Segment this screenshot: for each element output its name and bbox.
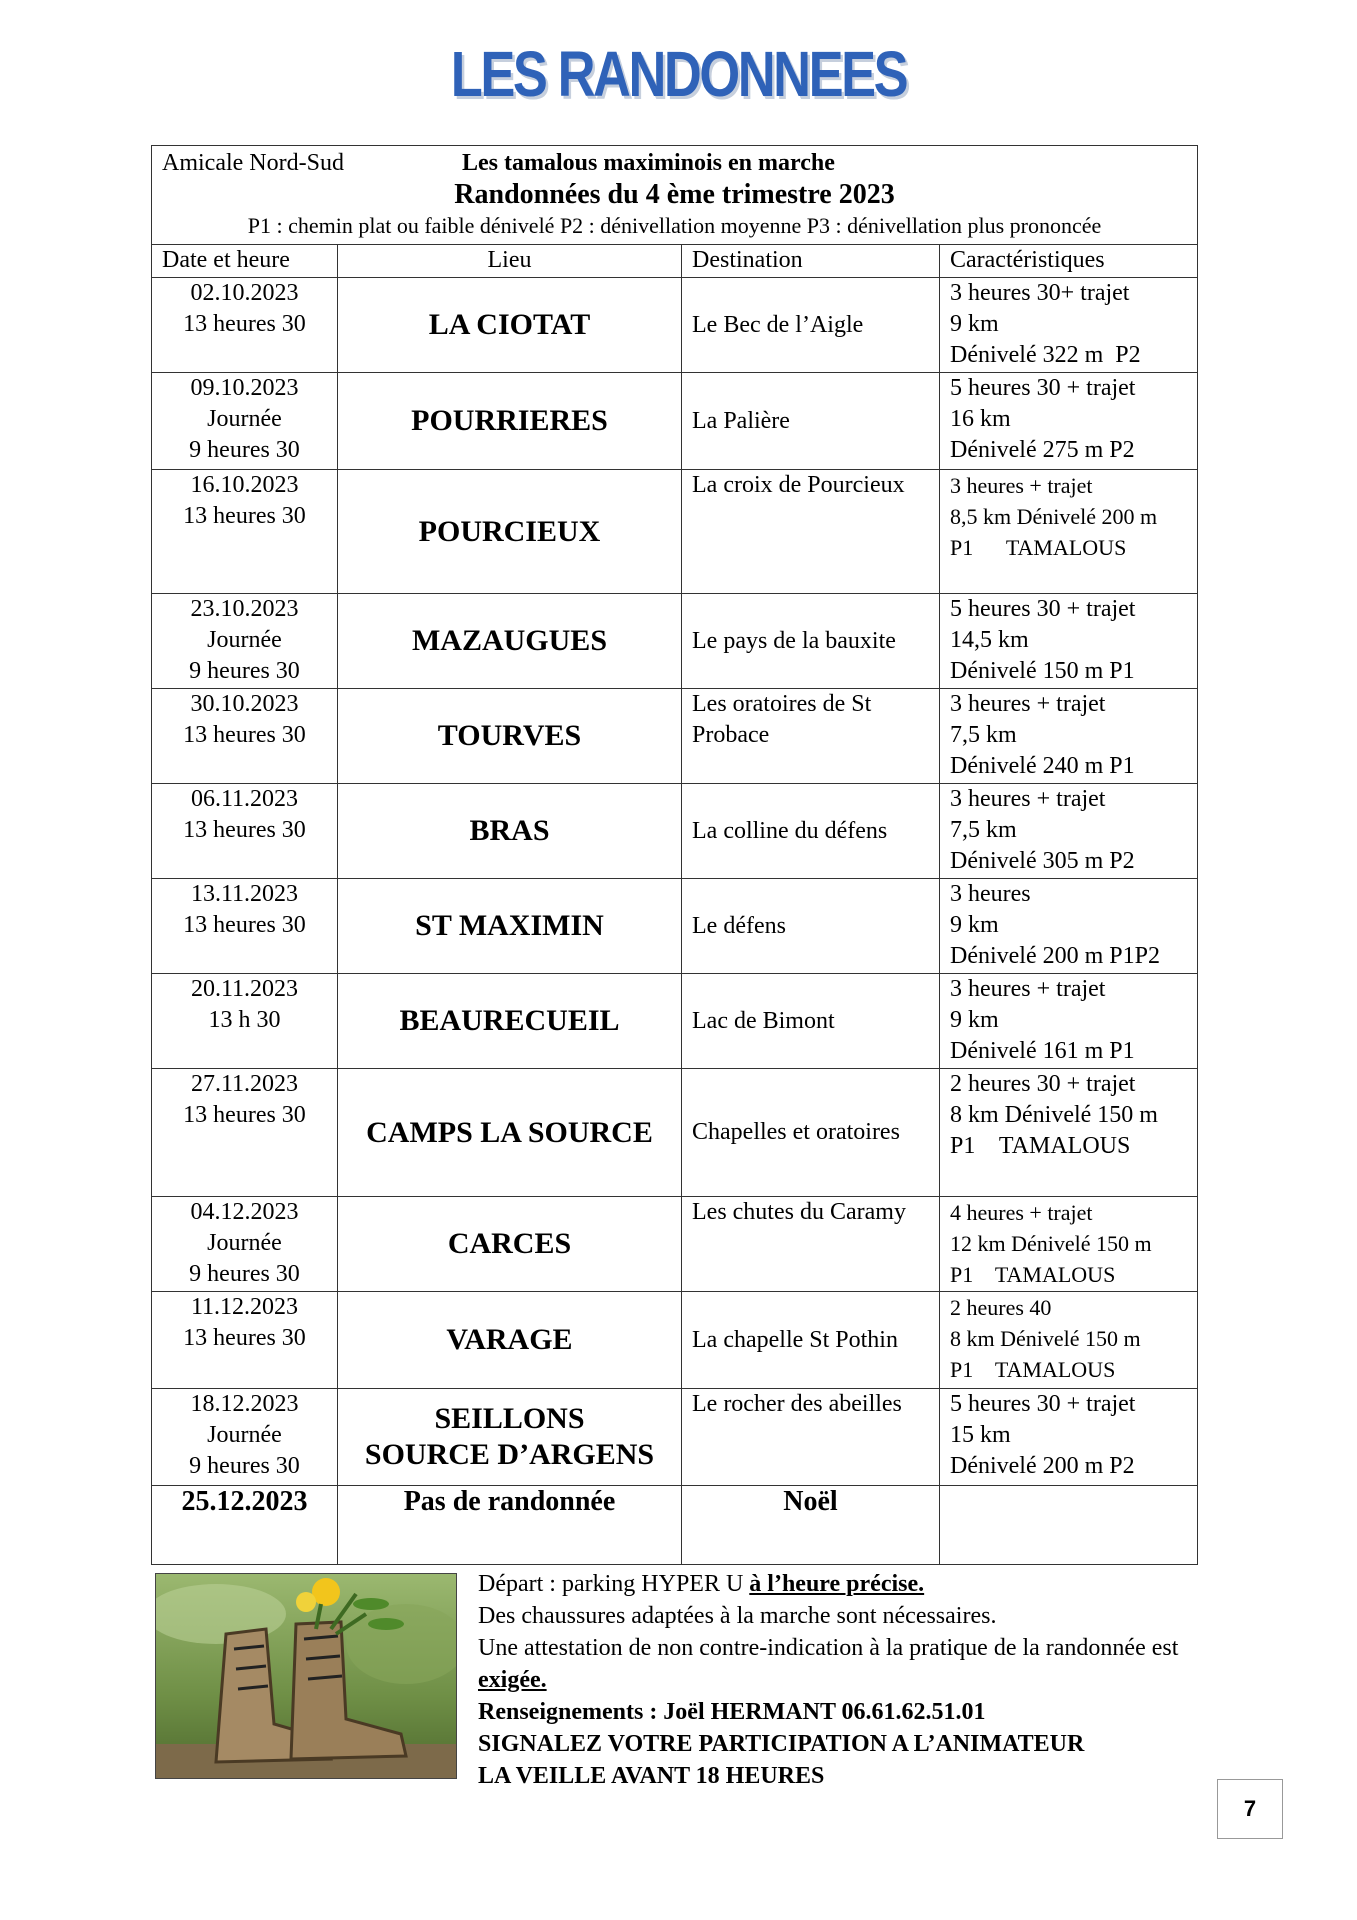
row-time: 13 heures 30 <box>183 503 306 529</box>
row-carac-2: 16 km <box>950 406 1011 432</box>
row-lieu-cell <box>338 373 682 470</box>
row-lieu-cell <box>338 879 682 974</box>
row-date-cell <box>152 278 338 373</box>
col-carac: Caractéristiques <box>940 245 1198 278</box>
row-dest-cell <box>682 373 940 470</box>
row-carac-1: 5 heures 30 + trajet <box>950 596 1136 622</box>
row-dest-cell <box>682 689 940 784</box>
row-carac-1: 4 heures + trajet <box>950 1200 1093 1225</box>
col-destination: Destination <box>682 245 940 278</box>
row-time: 13 heures 30 <box>183 311 306 337</box>
row-carac-2: 9 km <box>950 912 999 938</box>
page-number: 7 <box>1217 1779 1283 1839</box>
row-carac-cell <box>940 784 1198 879</box>
row-carac-3: P1 TAMALOUS <box>950 1262 1116 1287</box>
row-date: 20.11.2023 <box>190 976 299 1002</box>
row-dest: Le pays de la bauxite <box>692 627 896 654</box>
row-time-2: 9 heures 30 <box>189 658 300 684</box>
row-time-2: 9 heures 30 <box>189 437 300 463</box>
table-row <box>152 879 1198 974</box>
row-lieu-cell <box>338 689 682 784</box>
table-row <box>152 1197 1198 1292</box>
row-carac-cell <box>940 278 1198 373</box>
table-row <box>152 1069 1198 1197</box>
row-lieu: BRAS <box>469 814 550 847</box>
row-date: 09.10.2023 <box>190 375 299 401</box>
row-dest-cell <box>682 1197 940 1292</box>
row-carac-2: 14,5 km <box>950 627 1029 653</box>
row-dest-cell <box>682 1389 940 1486</box>
row-dest: La colline du défens <box>692 817 888 844</box>
row-date-cell <box>152 594 338 689</box>
row-date: 04.12.2023 <box>190 1199 299 1225</box>
table-row <box>152 373 1198 470</box>
row-dest: Le Bec de l’Aigle <box>692 311 864 338</box>
row-dest: Les oratoires de St Probace <box>692 691 872 748</box>
row-date: 13.11.2023 <box>190 881 299 907</box>
row-carac-cell <box>940 594 1198 689</box>
row-carac-2: 7,5 km <box>950 722 1017 748</box>
row-carac-3: P1 TAMALOUS <box>950 535 1127 560</box>
row-time: 13 h 30 <box>208 1007 281 1033</box>
signal-line-1: SIGNALEZ VOTRE PARTICIPATION A L’ANIMATEUR <box>478 1731 1085 1757</box>
row-carac-1: 3 heures + trajet <box>950 691 1106 717</box>
row-lieu: VARAGE <box>446 1323 573 1356</box>
row-date: 18.12.2023 <box>190 1391 299 1417</box>
row-lieu: SEILLONS <box>434 1402 585 1435</box>
row-lieu: POURRIERES <box>411 404 608 437</box>
boots-icon <box>156 1574 456 1778</box>
row-time: Journée <box>207 1230 282 1256</box>
hiking-boots-photo <box>155 1573 457 1779</box>
row-dest-cell <box>682 879 940 974</box>
row-dest: Chapelles et oratoires <box>692 1119 900 1145</box>
row-carac-2: 8 km Dénivelé 150 m <box>950 1326 1141 1351</box>
row-dest: Les chutes du Caramy <box>692 1199 906 1225</box>
row-lieu: LA CIOTAT <box>428 308 591 341</box>
row-date-cell <box>152 1069 338 1197</box>
row-date: 30.10.2023 <box>190 691 299 717</box>
row-dest-cell <box>682 470 940 594</box>
row-time: Journée <box>207 1422 282 1448</box>
schedule-subtitle: Randonnées du 4 ème trimestre 2023 <box>454 179 895 210</box>
table-row <box>152 784 1198 879</box>
row-carac-3: P1 TAMALOUS <box>950 1133 1131 1159</box>
row-dest: La chapelle St Pothin <box>692 1326 898 1353</box>
row-date: 23.10.2023 <box>190 596 299 622</box>
row-dest-cell <box>682 1069 940 1197</box>
row-date: 27.11.2023 <box>190 1071 299 1097</box>
row-lieu: MAZAUGUES <box>411 624 607 657</box>
row-dest-cell <box>682 1292 940 1389</box>
row-carac-2: 12 km Dénivelé 150 m <box>950 1231 1152 1256</box>
row-carac-3: Dénivelé 150 m P1 <box>950 658 1135 684</box>
table-row <box>152 278 1198 373</box>
last-carac <box>940 1486 1198 1565</box>
row-lieu: ST MAXIMIN <box>415 909 604 942</box>
row-carac-cell <box>940 470 1198 594</box>
table-row <box>152 470 1198 594</box>
last-date: 25.12.2023 <box>152 1486 338 1565</box>
row-lieu-cell <box>338 1389 682 1486</box>
row-carac-cell <box>940 879 1198 974</box>
row-carac-3: Dénivelé 275 m P2 <box>950 437 1135 463</box>
signal-line-2: LA VEILLE AVANT 18 HEURES <box>478 1763 825 1789</box>
row-lieu-2: SOURCE D’ARGENS <box>364 1438 655 1471</box>
row-carac-3: Dénivelé 200 m P1P2 <box>950 943 1160 969</box>
row-lieu: TOURVES <box>437 719 582 752</box>
row-date-cell <box>152 1389 338 1486</box>
row-time: 13 heures 30 <box>183 1325 306 1351</box>
row-carac-3: Dénivelé 322 m P2 <box>950 342 1141 368</box>
row-dest-cell <box>682 594 940 689</box>
row-lieu-cell <box>338 470 682 594</box>
last-dest: Noël <box>682 1486 940 1565</box>
row-date-cell <box>152 373 338 470</box>
row-date: 11.12.2023 <box>190 1294 299 1320</box>
row-carac-2: 8,5 km Dénivelé 200 m <box>950 504 1158 529</box>
col-lieu: Lieu <box>338 245 682 278</box>
attestation-emphasis: exigée. <box>478 1667 547 1693</box>
row-carac-3: Dénivelé 305 m P2 <box>950 848 1135 874</box>
schedule-table <box>151 145 1198 1565</box>
practical-notes <box>478 1568 1218 1792</box>
row-time-2: 9 heures 30 <box>189 1261 300 1287</box>
row-dest-cell <box>682 278 940 373</box>
attestation-info <box>478 1632 1218 1696</box>
row-time: 13 heures 30 <box>183 722 306 748</box>
row-carac-1: 5 heures 30 + trajet <box>950 375 1136 401</box>
row-lieu-cell <box>338 974 682 1069</box>
row-carac-cell <box>940 1292 1198 1389</box>
row-dest-cell <box>682 784 940 879</box>
row-carac-1: 3 heures <box>950 881 1031 907</box>
row-date: 06.11.2023 <box>190 786 299 812</box>
row-carac-3: Dénivelé 161 m P1 <box>950 1038 1135 1064</box>
col-date: Date et heure <box>152 245 338 278</box>
row-lieu: CARCES <box>447 1227 572 1260</box>
attestation-text: Une attestation de non contre-indication à la pratique de la randonnée est <box>478 1635 1179 1661</box>
row-carac-1: 2 heures 30 + trajet <box>950 1071 1136 1097</box>
row-dest: La croix de Pourcieux <box>692 472 905 498</box>
departure-text: Départ : parking HYPER U <box>478 1571 750 1597</box>
row-lieu-cell <box>338 1069 682 1197</box>
row-date: 02.10.2023 <box>190 280 299 306</box>
row-carac-cell <box>940 1069 1198 1197</box>
table-header-row <box>152 146 1198 245</box>
departure-emphasis: à l’heure précise. <box>749 1571 925 1597</box>
table-row <box>152 594 1198 689</box>
row-time: 13 heures 30 <box>183 1102 306 1128</box>
row-carac-2: 9 km <box>950 1007 999 1033</box>
row-carac-1: 3 heures + trajet <box>950 473 1093 498</box>
row-time-2: 9 heures 30 <box>189 1453 300 1479</box>
row-carac-cell <box>940 373 1198 470</box>
row-carac-1: 2 heures 40 <box>950 1295 1052 1320</box>
row-time: Journée <box>207 406 282 432</box>
row-dest: La Palière <box>692 407 790 434</box>
departure-info <box>478 1568 1218 1600</box>
page-title: LES RANDONNEES <box>450 38 907 110</box>
row-dest: Lac de Bimont <box>692 1007 835 1034</box>
table-row <box>152 1292 1198 1389</box>
table-header <box>152 146 1198 245</box>
row-carac-2: 9 km <box>950 311 999 337</box>
row-lieu-cell <box>338 594 682 689</box>
row-carac-1: 3 heures 30+ trajet <box>950 280 1130 306</box>
column-headers <box>152 245 1198 278</box>
row-dest-cell <box>682 974 940 1069</box>
row-carac-3: Dénivelé 240 m P1 <box>950 753 1135 779</box>
row-carac-cell <box>940 1389 1198 1486</box>
row-date-cell <box>152 879 338 974</box>
table-row <box>152 1389 1198 1486</box>
row-date-cell <box>152 974 338 1069</box>
row-carac-2: 15 km <box>950 1422 1011 1448</box>
row-carac-cell <box>940 974 1198 1069</box>
row-carac-3: P1 TAMALOUS <box>950 1357 1116 1382</box>
club-name: Les tamalous maximinois en marche <box>462 150 835 176</box>
last-lieu: Pas de randonnée <box>338 1486 682 1565</box>
row-carac-2: 7,5 km <box>950 817 1017 843</box>
table-row <box>152 689 1198 784</box>
org-name: Amicale Nord-Sud <box>162 150 344 176</box>
table-row <box>152 974 1198 1069</box>
row-date-cell <box>152 784 338 879</box>
row-time: 13 heures 30 <box>183 817 306 843</box>
row-date-cell <box>152 689 338 784</box>
row-lieu-cell <box>338 1197 682 1292</box>
row-lieu: CAMPS LA SOURCE <box>366 1115 653 1149</box>
row-carac-1: 3 heures + trajet <box>950 786 1106 812</box>
row-lieu: BEAURECUEIL <box>399 1004 620 1037</box>
row-carac-cell <box>940 689 1198 784</box>
row-lieu-cell <box>338 278 682 373</box>
row-lieu: POURCIEUX <box>418 514 601 548</box>
row-date-cell <box>152 1292 338 1389</box>
row-date-cell <box>152 1197 338 1292</box>
row-date-cell <box>152 470 338 594</box>
contact-info: Renseignements : Joël HERMANT 06.61.62.51.01 <box>478 1699 986 1725</box>
difficulty-legend: P1 : chemin plat ou faible dénivelé P2 : dénivellation moyenne P3 : dénivellation plus prononcée <box>247 213 1102 238</box>
row-carac-1: 3 heures + trajet <box>950 976 1106 1002</box>
row-date: 16.10.2023 <box>190 472 299 498</box>
row-time: Journée <box>207 627 282 653</box>
row-carac-3: Dénivelé 200 m P2 <box>950 1453 1135 1479</box>
row-lieu-cell <box>338 784 682 879</box>
row-carac-2: 8 km Dénivelé 150 m <box>950 1102 1158 1128</box>
row-time: 13 heures 30 <box>183 912 306 938</box>
row-dest: Le rocher des abeilles <box>692 1391 902 1417</box>
table-row-last <box>152 1486 1198 1565</box>
row-carac-1: 5 heures 30 + trajet <box>950 1391 1136 1417</box>
shoes-info: Des chaussures adaptées à la marche sont nécessaires. <box>478 1603 997 1629</box>
row-carac-cell <box>940 1197 1198 1292</box>
row-dest: Le défens <box>692 912 786 939</box>
row-lieu-cell <box>338 1292 682 1389</box>
